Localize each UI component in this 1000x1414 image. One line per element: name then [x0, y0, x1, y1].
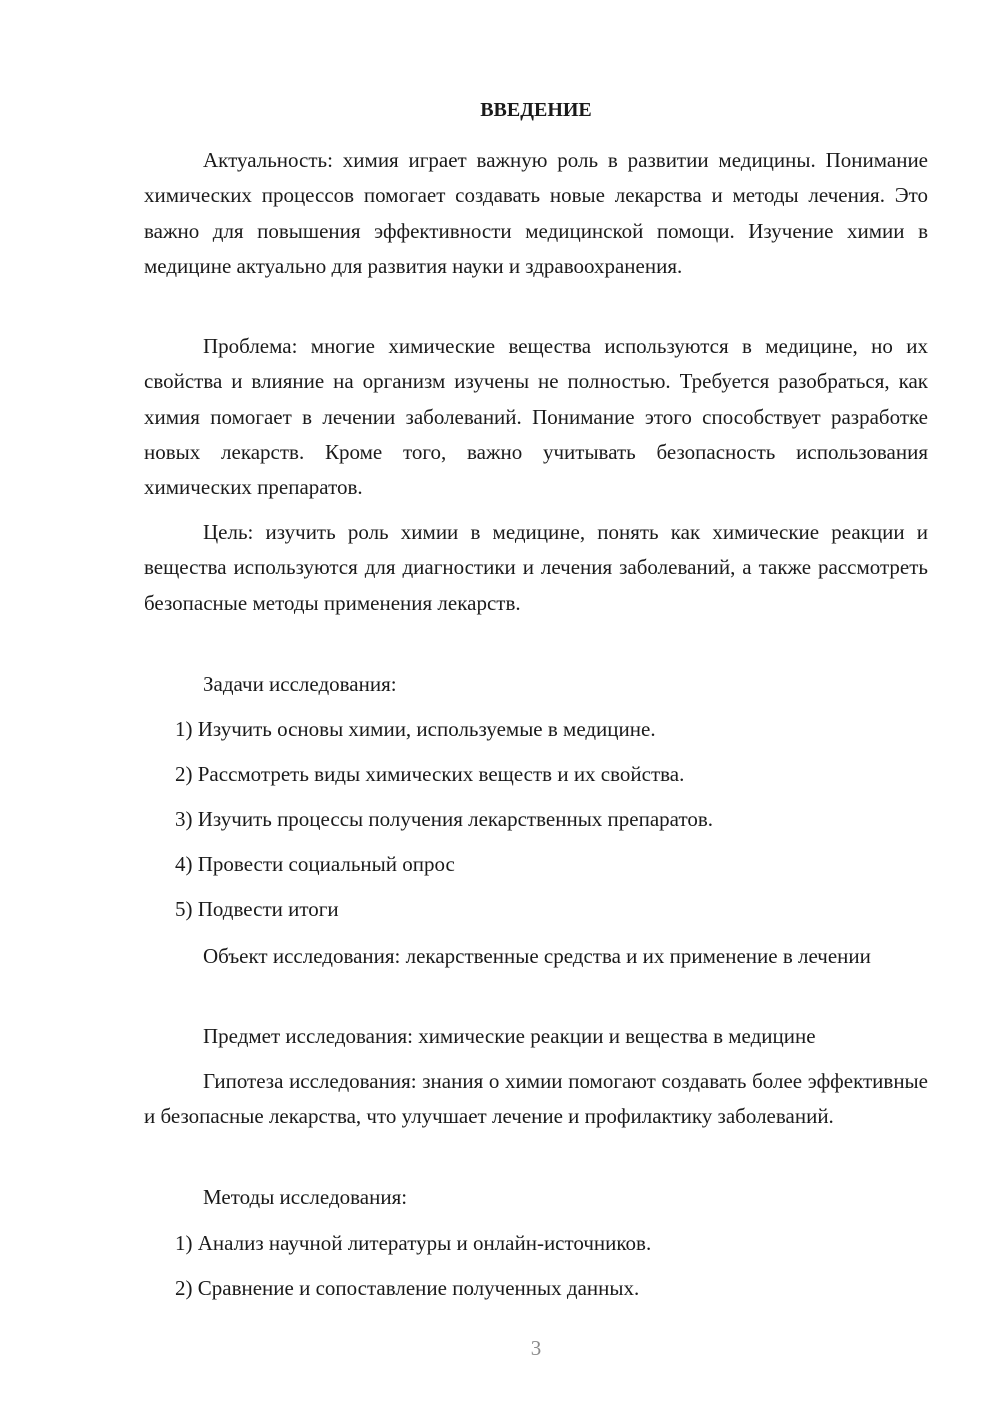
goal-paragraph: Цель: изучить роль химии в медицине, понять как химические реакции и вещества используются для диагностики и лечения заболеваний, а также рассмотреть безопасные методы применения лекарств. [144, 520, 928, 615]
method-item: 1) Анализ научной литературы и онлайн-источников. [175, 1231, 652, 1255]
tasks-title: Задачи исследования: [203, 672, 397, 696]
task-item: 5) Подвести итоги [175, 897, 339, 921]
section-heading: ВВЕДЕНИЕ [480, 99, 592, 121]
page-number: 3 [530, 1336, 542, 1360]
task-item: 4) Провести социальный опрос [175, 852, 455, 876]
subject-paragraph: Предмет исследования: химические реакции и вещества в медицине [203, 1024, 816, 1048]
problem-paragraph: Проблема: многие химические вещества используются в медицине, но их свойства и влияние на организм изучены не полностью. Требуется разобраться, как химия помогает в лечении заболеваний. Понимание этого способствует разработке новых лекарств. Кроме того, важно учитывать безопасность использования химических препаратов. [144, 334, 928, 500]
task-item: 2) Рассмотреть виды химических веществ и их свойства. [175, 762, 685, 786]
object-paragraph: Объект исследования: лекарственные средства и их применение в лечении [203, 944, 871, 968]
document-page [144, 0, 928, 1414]
task-item: 3) Изучить процессы получения лекарственных препаратов. [175, 807, 714, 831]
task-item: 1) Изучить основы химии, используемые в медицине. [175, 717, 656, 741]
method-item: 2) Сравнение и сопоставление полученных данных. [175, 1276, 640, 1300]
hypothesis-paragraph: Гипотеза исследования: знания о химии помогают создавать более эффективные и безопасные лекарства, что улучшает лечение и профилактику заболеваний. [144, 1069, 928, 1129]
methods-title: Методы исследования: [203, 1185, 408, 1209]
relevance-paragraph: Актуальность: химия играет важную роль в развитии медицины. Понимание химических процессов помогает создавать новые лекарства и методы лечения. Это важно для повышения эффективности медицинской помощи. Изучение химии в медицине актуально для развития науки и здравоохранения. [144, 148, 928, 278]
